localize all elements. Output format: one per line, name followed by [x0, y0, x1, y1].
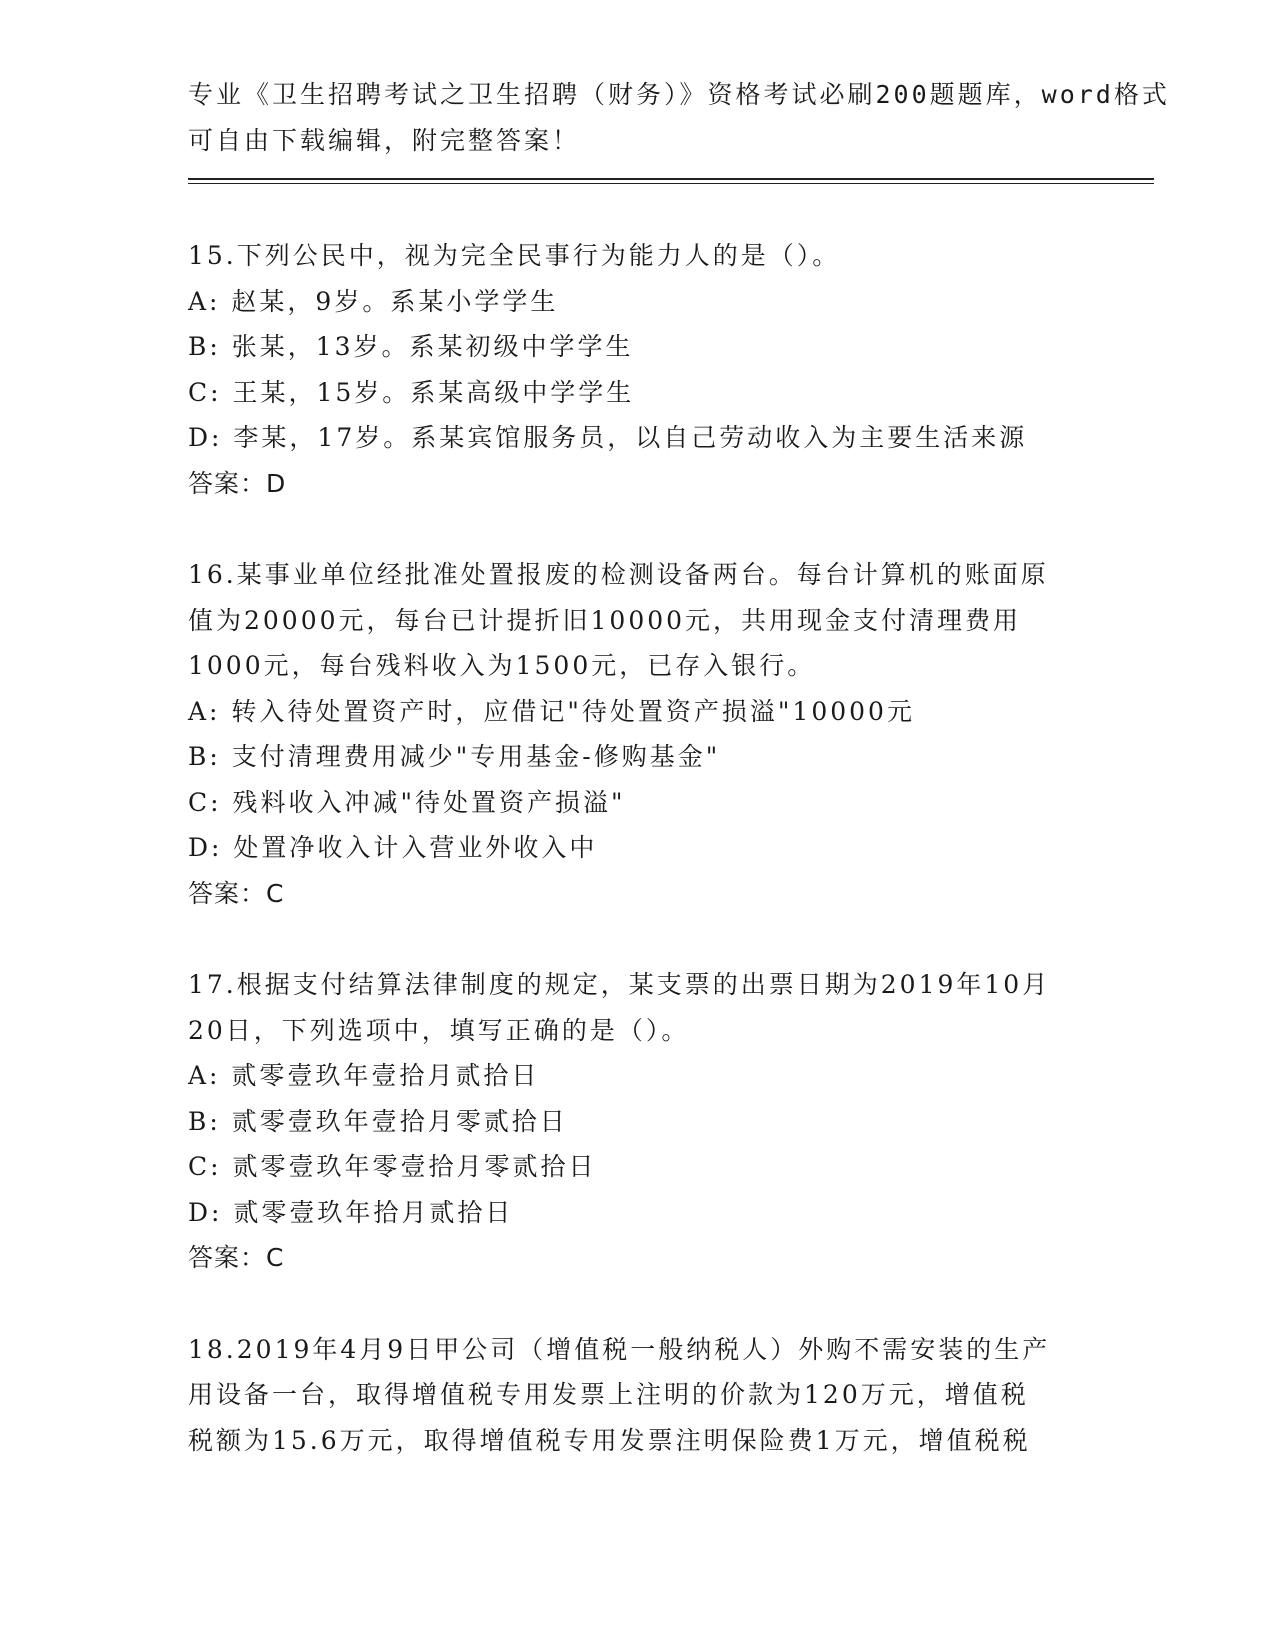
question-stem: 20日，下列选项中，填写正确的是（）。 — [188, 1015, 690, 1045]
question-16 — [188, 552, 1108, 916]
option-a: A: 转入待处置资产时，应借记"待处置资产损溢"10000元 — [188, 696, 915, 726]
question-15 — [188, 233, 1108, 506]
option-d: D: 处置净收入计入营业外收入中 — [188, 833, 598, 862]
question-stem: 18.2019年4月9日甲公司（增值税一般纳税人）外购不需安装的生产 — [188, 1334, 1051, 1364]
option-b: B: 贰零壹玖年壹拾月零贰拾日 — [188, 1106, 568, 1136]
option-c: C: 残料收入冲减"待处置资产损溢" — [188, 787, 626, 817]
option-d: D: 贰零壹玖年拾月贰拾日 — [188, 1197, 514, 1227]
option-b: B: 张某，13岁。系某初级中学学生 — [188, 332, 634, 361]
question-list — [188, 233, 1108, 1509]
option-a: A: 赵某，9岁。系某小学学生 — [188, 286, 559, 316]
answer-text: 答案：C — [188, 878, 285, 908]
answer-text: 答案：D — [188, 468, 287, 498]
header-divider-thin — [188, 183, 1154, 184]
header-line: 可自由下载编辑，附完整答案！ — [188, 125, 581, 155]
question-stem: 17.根据支付结算法律制度的规定，某支票的出票日期为2019年10月 — [188, 970, 1051, 999]
question-18 — [188, 1327, 1108, 1464]
option-d: D: 李某，17岁。系某宾馆服务员，以自己劳动收入为主要生活来源 — [188, 423, 1028, 452]
question-17 — [188, 962, 1108, 1281]
answer-text: 答案：C — [188, 1243, 285, 1272]
option-b: B: 支付清理费用减少"专用基金-修购基金" — [188, 742, 721, 771]
question-stem: 15.下列公民中，视为完全民事行为能力人的是（）。 — [188, 241, 841, 270]
question-stem: 16.某事业单位经批准处置报废的检测设备两台。每台计算机的账面原 — [188, 560, 1049, 589]
question-stem: 值为20000元，每台已计提折旧10000元，共用现金支付清理费用 — [188, 605, 1022, 635]
question-stem: 用设备一台，取得增值税专用发票上注明的价款为120万元，增值税 — [188, 1380, 1029, 1409]
header-line: 专业《卫生招聘考试之卫生招聘（财务）》资格考试必刷200题题库，word格式 — [188, 80, 1170, 109]
header-divider — [188, 178, 1154, 180]
question-stem: 税额为15.6万元，取得增值税专用发票注明保险费1万元，增值税税 — [188, 1425, 1031, 1455]
question-stem: 1000元，每台残料收入为1500元，已存入银行。 — [188, 651, 816, 680]
option-c: C: 贰零壹玖年零壹拾月零贰拾日 — [188, 1152, 597, 1181]
document-header — [188, 72, 1170, 163]
option-a: A: 贰零壹玖年壹拾月贰拾日 — [188, 1061, 540, 1090]
option-c: C: 王某，15岁。系某高级中学学生 — [188, 377, 635, 407]
